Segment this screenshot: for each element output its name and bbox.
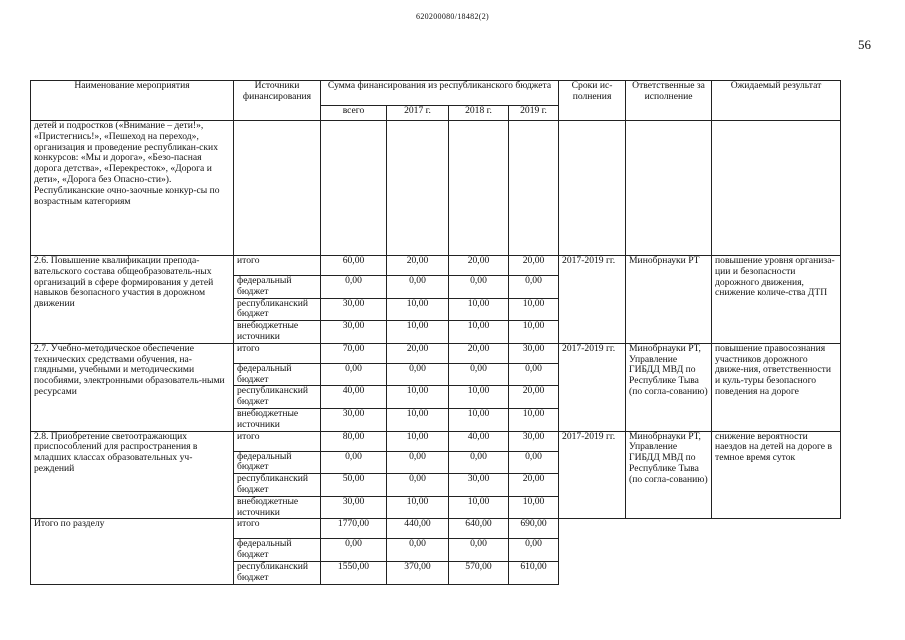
- activity-name: 2.6. Повышение квалификации препода-вательского состава общеобразователь-ных организаций в сфере формирования у детей навыков безопасного участия в дорожном движении: [31, 256, 234, 344]
- source: республиканский бюджет: [234, 474, 321, 497]
- value-2019: 0,00: [509, 539, 559, 562]
- value-2019: 0,00: [509, 276, 559, 299]
- total-value: 40,00: [321, 386, 387, 409]
- value-2017: 0,00: [387, 539, 449, 562]
- page-number: 56: [858, 37, 871, 52]
- source: внебюджетные источники: [234, 408, 321, 431]
- header-name: Наименование мероприятия: [31, 81, 234, 121]
- value-2019: 20,00: [509, 386, 559, 409]
- total-value: 70,00: [321, 343, 387, 363]
- value-2019: 610,00: [509, 561, 559, 584]
- total-value: 60,00: [321, 256, 387, 276]
- value-2017: 10,00: [387, 408, 449, 431]
- value-2018: 10,00: [449, 408, 509, 431]
- value-2019: 10,00: [509, 408, 559, 431]
- activity-result: повышение правосознания участников дорожного движе-ния, ответственности и куль-туры безопасного поведения на дороге: [712, 343, 841, 431]
- value-2018: 0,00: [449, 451, 509, 474]
- activity-responsible: Минобрнауки РТ, Управление ГИБДД МВД по Республике Тыва (по согла-сованию): [626, 431, 712, 519]
- header-result: Ожидаемый результат: [712, 81, 841, 121]
- source: итого: [234, 431, 321, 451]
- activity-term: 2017-2019 гг.: [559, 343, 626, 431]
- value-2019: 10,00: [509, 321, 559, 344]
- source: внебюджетные источники: [234, 496, 321, 519]
- financing-table: [30, 80, 841, 585]
- total-value: 0,00: [321, 539, 387, 562]
- value-2018: 0,00: [449, 276, 509, 299]
- source: республиканский бюджет: [234, 386, 321, 409]
- value-2018: 10,00: [449, 298, 509, 321]
- section-total-name: Итого по разделу: [31, 519, 234, 584]
- source: федеральный бюджет: [234, 276, 321, 299]
- value-2017: 10,00: [387, 386, 449, 409]
- table-row: [31, 256, 841, 276]
- activity-responsible: Минобрнауки РТ, Управление ГИБДД МВД по Республике Тыва (по согла-сованию): [626, 343, 712, 431]
- value-2019: 0,00: [509, 451, 559, 474]
- total-value: 0,00: [321, 276, 387, 299]
- total-value: 30,00: [321, 496, 387, 519]
- source: внебюджетные источники: [234, 321, 321, 344]
- source: федеральный бюджет: [234, 363, 321, 386]
- total-value: 1550,00: [321, 561, 387, 584]
- value-2017: 10,00: [387, 321, 449, 344]
- activity-name: 2.7. Учебно-методическое обеспечение технических средствами обучения, на-глядными, учебными и методическими пособиями, электронными образователь-ными ресурсами: [31, 343, 234, 431]
- source: итого: [234, 519, 321, 539]
- value-2017: 20,00: [387, 343, 449, 363]
- header-2017: 2017 г.: [387, 106, 449, 121]
- value-2019: 20,00: [509, 474, 559, 497]
- value-2019: 690,00: [509, 519, 559, 539]
- header-2019: 2019 г.: [509, 106, 559, 121]
- value-2018: 640,00: [449, 519, 509, 539]
- value-2018: 0,00: [449, 363, 509, 386]
- total-value: 0,00: [321, 363, 387, 386]
- continuation-text: детей и подростков («Внимание – дети!», «Пристегнись!», «Пешеход на переход», организация и проведение республикан-ских конкурсов: «Мы и дорога», «Безо-пасная дорога детства», «Перекресток», «Дорога и дети», «Дорога без Опасно-сти»). Республиканские очно-заочные конкур-сы по возрастным категориям: [31, 121, 234, 256]
- table-row: [31, 343, 841, 363]
- value-2019: 30,00: [509, 431, 559, 451]
- total-value: 50,00: [321, 474, 387, 497]
- source: итого: [234, 343, 321, 363]
- section-total-row: [31, 519, 841, 539]
- source: федеральный бюджет: [234, 451, 321, 474]
- value-2018: 40,00: [449, 431, 509, 451]
- header-sum: Сумма финансирования из республиканского бюджета: [321, 81, 559, 106]
- value-2017: 370,00: [387, 561, 449, 584]
- value-2018: 20,00: [449, 256, 509, 276]
- header-terms: Сроки ис-полнения: [559, 81, 626, 121]
- value-2019: 10,00: [509, 298, 559, 321]
- source: федеральный бюджет: [234, 539, 321, 562]
- value-2017: 10,00: [387, 496, 449, 519]
- header-2018: 2018 г.: [449, 106, 509, 121]
- header-total: всего: [321, 106, 387, 121]
- value-2019: 30,00: [509, 343, 559, 363]
- source: республиканский бюджет: [234, 561, 321, 584]
- value-2019: 0,00: [509, 363, 559, 386]
- document-id: 620200080/18482(2): [416, 12, 489, 21]
- source: республиканский бюджет: [234, 298, 321, 321]
- source: итого: [234, 256, 321, 276]
- value-2017: 0,00: [387, 474, 449, 497]
- activity-result: снижение вероятности наездов на детей на дороге в темное время суток: [712, 431, 841, 519]
- value-2018: 20,00: [449, 343, 509, 363]
- activity-result: повышение уровня организа-ции и безопасности дорожного движения, снижение количе-ства ДТП: [712, 256, 841, 344]
- value-2017: 0,00: [387, 363, 449, 386]
- total-value: 0,00: [321, 451, 387, 474]
- value-2017: 10,00: [387, 431, 449, 451]
- value-2018: 570,00: [449, 561, 509, 584]
- activity-term: 2017-2019 гг.: [559, 256, 626, 344]
- total-value: 1770,00: [321, 519, 387, 539]
- total-value: 30,00: [321, 408, 387, 431]
- value-2017: 10,00: [387, 298, 449, 321]
- total-value: 30,00: [321, 298, 387, 321]
- value-2018: 10,00: [449, 321, 509, 344]
- header-responsible: Ответственные за исполнение: [626, 81, 712, 121]
- header-sources: Источники финансирования: [234, 81, 321, 121]
- value-2017: 440,00: [387, 519, 449, 539]
- value-2019: 20,00: [509, 256, 559, 276]
- value-2019: 10,00: [509, 496, 559, 519]
- activity-name: 2.8. Приобретение светоотражающих приспособлений для распространения в младших классах образовательных уч-реждений: [31, 431, 234, 519]
- value-2018: 10,00: [449, 496, 509, 519]
- value-2017: 0,00: [387, 276, 449, 299]
- value-2018: 0,00: [449, 539, 509, 562]
- value-2018: 30,00: [449, 474, 509, 497]
- total-value: 30,00: [321, 321, 387, 344]
- continuation-row: [31, 121, 841, 256]
- table-row: [31, 431, 841, 451]
- value-2017: 20,00: [387, 256, 449, 276]
- value-2017: 0,00: [387, 451, 449, 474]
- total-value: 80,00: [321, 431, 387, 451]
- value-2018: 10,00: [449, 386, 509, 409]
- activity-term: 2017-2019 гг.: [559, 431, 626, 519]
- activity-responsible: Минобрнауки РТ: [626, 256, 712, 344]
